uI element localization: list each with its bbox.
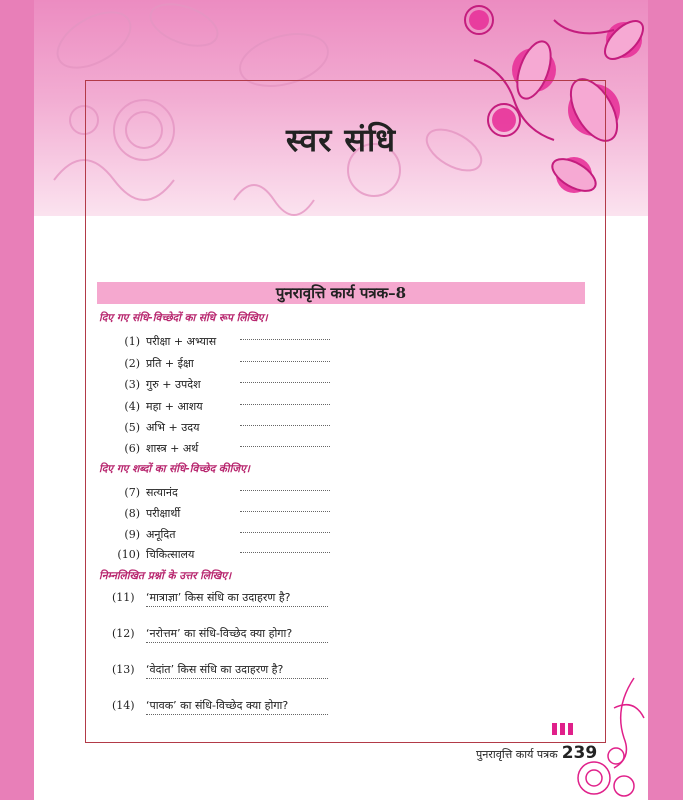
item-text: ‘वेदांत’ किस संधि का उदाहरण है? <box>146 663 284 676</box>
answer-line[interactable] <box>240 382 330 383</box>
item-text: अनूदित <box>146 528 176 541</box>
list-item <box>116 399 203 414</box>
answer-line[interactable] <box>146 714 328 715</box>
answer-line[interactable] <box>240 490 330 491</box>
answer-line[interactable] <box>240 361 330 362</box>
floral-decoration <box>34 0 648 216</box>
item-number: (6) <box>124 442 140 455</box>
list-item <box>116 356 194 371</box>
answer-line[interactable] <box>240 425 330 426</box>
list-item <box>116 547 194 562</box>
question-item <box>112 662 283 677</box>
item-text: महा + आशय <box>146 400 203 413</box>
answer-line[interactable] <box>240 339 330 340</box>
page-footer <box>476 743 597 763</box>
question-item <box>112 698 288 713</box>
item-number: (14) <box>112 699 135 712</box>
item-text: चिकित्सालय <box>146 548 195 561</box>
item-text: शास्त्र + अर्थ <box>146 442 199 455</box>
item-text: ‘नरोत्तम’ का संधि-विच्छेद क्या होगा? <box>146 627 293 640</box>
answer-line[interactable] <box>240 532 330 533</box>
answer-line[interactable] <box>240 404 330 405</box>
worksheet-title: पुनरावृत्ति कार्य पत्रक–8 <box>97 282 585 304</box>
list-item <box>116 506 180 521</box>
question-item <box>112 626 292 641</box>
item-number: (10) <box>117 548 140 561</box>
item-number: (2) <box>124 357 140 370</box>
item-number: (4) <box>124 400 140 413</box>
answer-line[interactable] <box>240 511 330 512</box>
list-item <box>116 527 175 542</box>
item-number: (3) <box>124 378 140 391</box>
footer-label: पुनरावृत्ति कार्य पत्रक <box>476 748 558 761</box>
answer-line[interactable] <box>146 642 328 643</box>
item-text: गुरु + उपदेश <box>146 378 201 391</box>
item-text: अभि + उदय <box>146 421 200 434</box>
item-text: प्रति + ईक्षा <box>146 357 194 370</box>
instruction-1: दिए गए संधि-विच्छेदों का संधि रूप लिखिए। <box>99 312 268 324</box>
list-item <box>116 420 199 435</box>
answer-line[interactable] <box>240 446 330 447</box>
page-number: 239 <box>561 743 598 763</box>
item-number: (1) <box>124 335 140 348</box>
item-number: (5) <box>124 421 140 434</box>
item-text: ‘पावक’ का संधि-विच्छेद क्या होगा? <box>146 699 289 712</box>
list-item <box>116 441 198 456</box>
item-text: परीक्षार्थी <box>146 507 181 520</box>
item-number: (11) <box>112 591 135 604</box>
item-text: ‘मात्राज्ञा’ किस संधि का उदाहरण है? <box>146 591 291 604</box>
item-number: (13) <box>112 663 135 676</box>
question-item <box>112 590 291 605</box>
answer-line[interactable] <box>146 678 328 679</box>
list-item <box>116 334 216 349</box>
item-text: सत्यानंद <box>146 486 178 499</box>
answer-line[interactable] <box>240 552 330 553</box>
instruction-3: निम्नलिखित प्रश्नों के उत्तर लिखिए। <box>99 570 232 582</box>
item-text: परीक्षा + अभ्यास <box>146 335 217 348</box>
instruction-2: दिए गए शब्दों का संधि-विच्छेद कीजिए। <box>99 463 250 475</box>
list-item <box>116 485 178 500</box>
page-title: स्वर संधि <box>285 121 397 159</box>
floral-banner <box>34 0 648 216</box>
list-item <box>116 377 201 392</box>
item-number: (8) <box>124 507 140 520</box>
decorative-bars <box>552 720 576 739</box>
item-number: (7) <box>124 486 140 499</box>
item-number: (12) <box>112 627 135 640</box>
item-number: (9) <box>124 528 140 541</box>
answer-line[interactable] <box>146 606 328 607</box>
